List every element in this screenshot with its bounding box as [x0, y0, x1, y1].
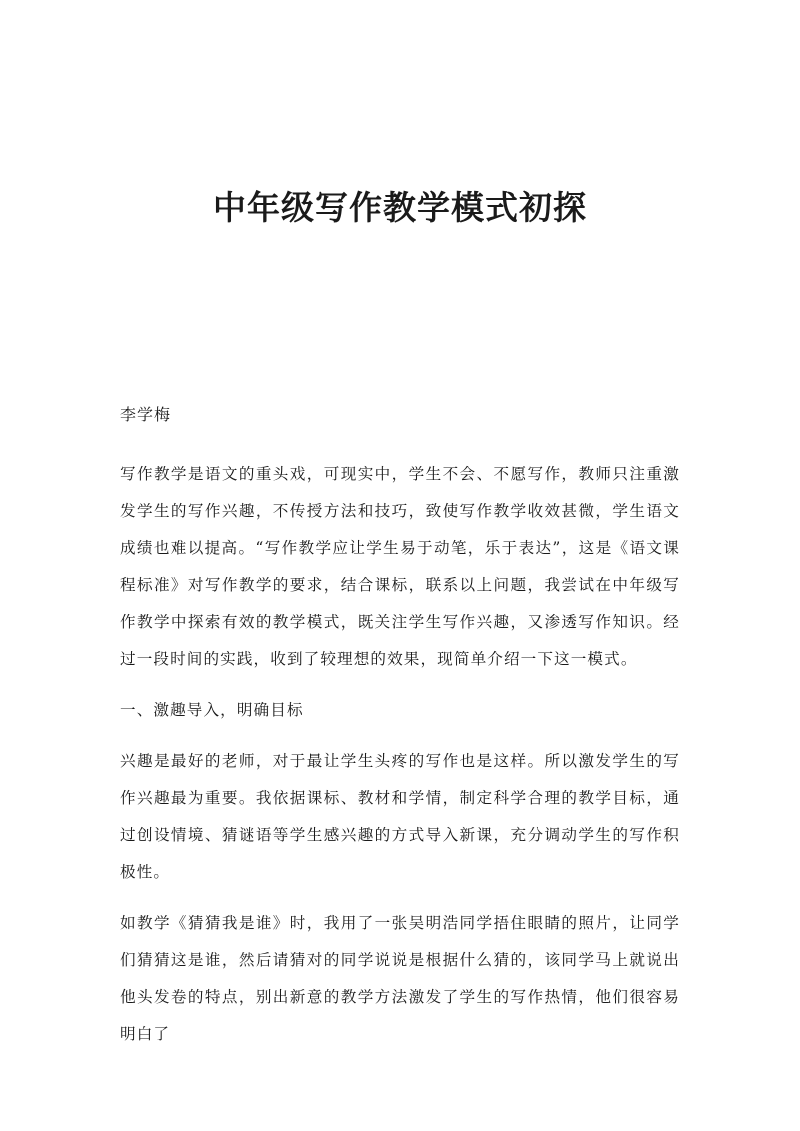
- section-heading-1: 一、激趣导入，明确目标: [120, 701, 304, 719]
- author-name: 李学梅: [120, 405, 172, 424]
- section-1-paragraph-1: 兴趣是最好的老师，对于最让学生头疼的写作也是这样。所以激发学生的写作兴趣最为重要。我依据课标、教材和学情，制定科学合理的教学目标，通过创设情境、猜谜语等学生感兴趣的方式导入新课，充分调动学生的写作积极性。: [120, 752, 680, 881]
- document-title: 中年级写作教学模式初探: [213, 188, 587, 227]
- document-body: [120, 456, 680, 1067]
- section-1-paragraph-2: 如教学《猜猜我是谁》时，我用了一张吴明浩同学捂住眼睛的照片，让同学们猜猜这是谁，然后请猜对的同学说说是根据什么猜的，该同学马上就说出他头发卷的特点，别出新意的教学方法激发了学生的写作热情，他们很容易明白了: [120, 914, 680, 1043]
- intro-paragraph: 写作教学是语文的重头戏，可现实中，学生不会、不愿写作，教师只注重激发学生的写作兴趣，不传授方法和技巧，致使写作教学收效甚微，学生语文成绩也难以提高。“写作教学应让学生易于动笔，乐于表达”，这是《语文课程标准》对写作教学的要求，结合课标，联系以上问题，我尝试在中年级写作教学中探索有效的教学模式，既关注学生写作兴趣，又渗透写作知识。经过一段时间的实践，收到了较理想的效果，现简单介绍一下这一模式。: [120, 465, 680, 668]
